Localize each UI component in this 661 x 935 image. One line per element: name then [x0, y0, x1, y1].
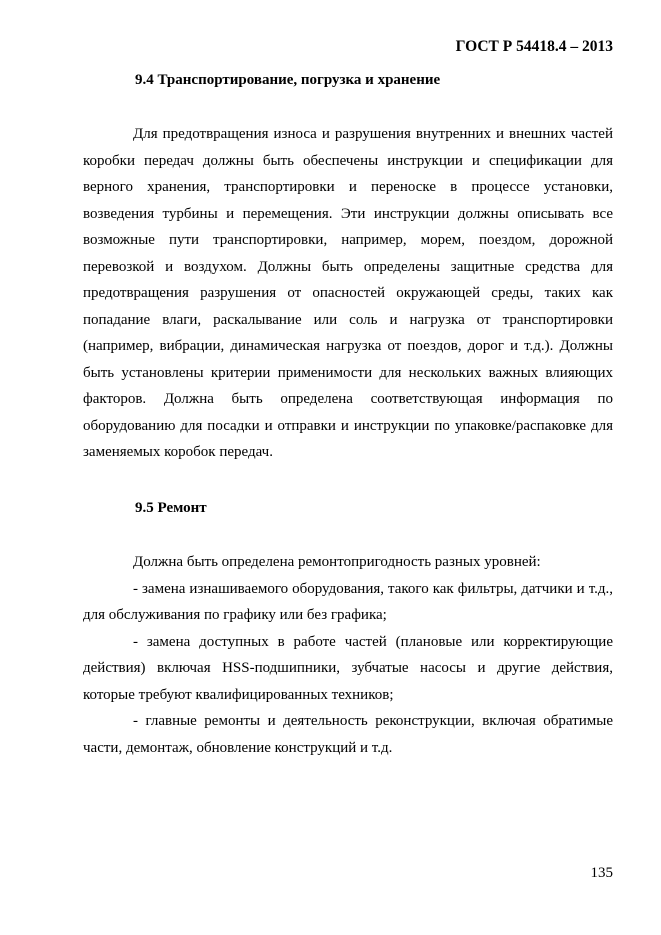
- repair-list-item: - замена доступных в работе частей (плановые или корректирующие действия) включая HSS-подшипники, зубчатые насосы и другие действия, которые требуют квалифицированных техников;: [83, 633, 613, 703]
- section-9-5-heading: 9.5 Ремонт: [135, 500, 207, 516]
- section-9-4-paragraph: Для предотвращения износа и разрушения внутренних и внешних частей коробки передач должны быть обеспечены инструкции и спецификации для верного хранения, транспортировки и переноске в процессе установки, возведения турбины и перемещения. Эти инструкции должны описывать все возможные пути транспортировки, например, морем, поездом, дорожной перевозкой и воздухом. Должны быть определены защитные средства для предотвращения разрушения от опасностей окружающей среды, таких как попадание влаги, раскалывание или соль и нагрузка от транспортировки (например, вибрации, динамическая нагрузка от поездов, дорог и т.д.). Должны быть установлены критерии применимости для нескольких важных влияющих факторов. Должна быть определена соответствующая информация по оборудованию для посадки и отправки и инструкции по упаковке/распаковке для заменяемых коробок передач.: [83, 126, 613, 460]
- section-9-5-intro: Должна быть определена ремонтопригодность разных уровней:: [133, 554, 541, 570]
- section-9-4-body: [83, 121, 613, 466]
- page-number: 135: [590, 865, 613, 881]
- section-9-5-body: [83, 549, 613, 761]
- document-standard-code: ГОСТ Р 54418.4 – 2013: [455, 38, 613, 55]
- section-9-4-heading: 9.4 Транспортирование, погрузка и хранение: [135, 72, 441, 88]
- repair-list-item: - замена изнашиваемого оборудования, такого как фильтры, датчики и т.д., для обслуживания по графику или без графика;: [83, 580, 613, 623]
- repair-list-item: - главные ремонты и деятельность реконструкции, включая обратимые части, демонтаж, обновление конструкций и т.д.: [83, 713, 613, 756]
